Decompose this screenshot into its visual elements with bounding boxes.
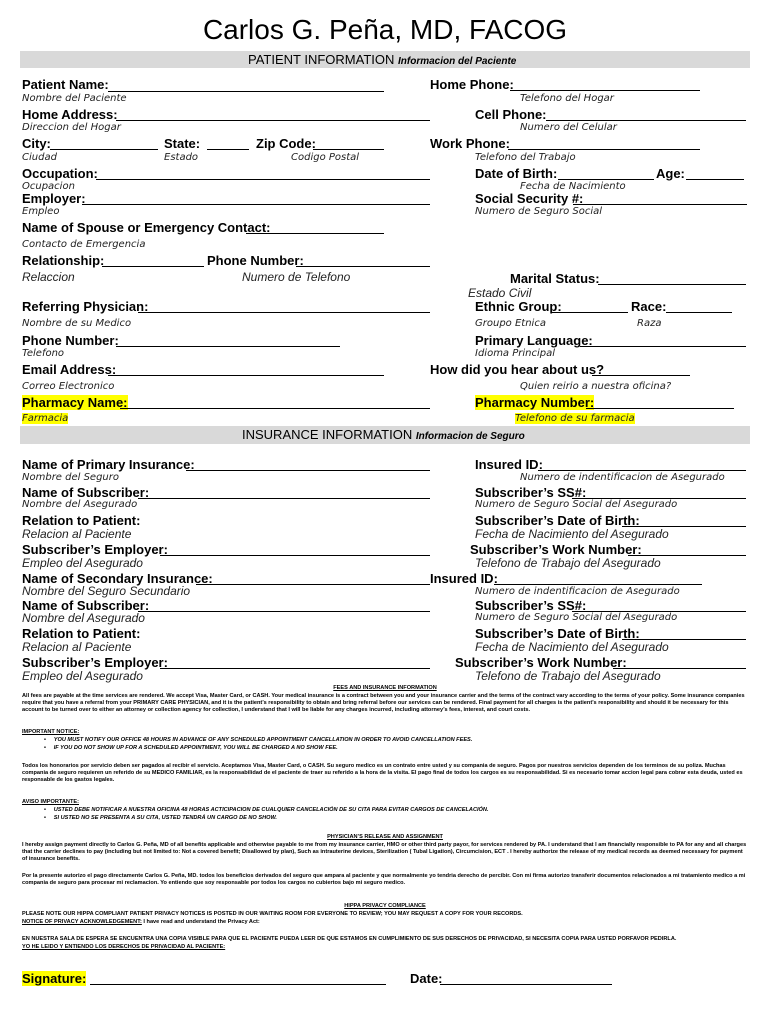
language-label: Primary Language:: [475, 333, 593, 348]
email-field[interactable]: [108, 375, 384, 376]
notice-bullet-1: • YOU MUST NOTIFY OUR OFFICE 48 HOURS IN ADVANCE OF ANY SCHEDULED APPOINTMENT CANCELLATION IN ORDER TO AVOID CANCELLATION FEES.: [44, 737, 473, 743]
sub-dob-es: Fecha de Nacimiento del Asegurado: [475, 527, 669, 541]
home-phone-es: Telefono del Hogar: [520, 93, 614, 104]
language-es: Idioma Principal: [475, 348, 556, 359]
spouse-field[interactable]: [246, 233, 384, 234]
ethnic-label: Ethnic Group:: [475, 299, 562, 314]
secondary-insurance-label: Name of Secondary Insurance:: [22, 571, 213, 586]
race-field[interactable]: [666, 312, 732, 313]
zip-field[interactable]: [313, 149, 384, 150]
sub-employer2-es: Empleo del Asegurado: [22, 669, 143, 683]
state-field[interactable]: [207, 149, 249, 150]
signature-field[interactable]: [90, 984, 386, 985]
patient-section-header: [20, 51, 750, 68]
secondary-insurance-field[interactable]: [196, 584, 430, 585]
pharmacy-name-label: Pharmacy Name:: [22, 395, 128, 410]
employer-es: Empleo: [22, 206, 60, 217]
insured-id-field[interactable]: [538, 470, 746, 471]
patient-name-es: Nombre del Paciente: [22, 93, 127, 104]
ethnic-es: Groupo Etnica: [475, 318, 546, 329]
ssn-field[interactable]: [573, 204, 747, 205]
sub-ssn-es: Numero de Seguro Social del Asegurado: [475, 499, 678, 510]
sub-work2-es: Telefono de Trabajo del Asegurado: [475, 669, 661, 683]
race-es: Raza: [637, 318, 662, 329]
phone2-label: Phone Number:: [22, 333, 119, 348]
insured-id2-field[interactable]: [494, 584, 702, 585]
relationship-label: Relationship:: [22, 253, 105, 268]
work-phone-label: Work Phone:: [430, 136, 510, 151]
insured-id2-label: Insured ID:: [430, 571, 498, 586]
relation-es: Relacion al Paciente: [22, 527, 132, 541]
work-phone-field[interactable]: [508, 149, 700, 150]
aviso-bullet-1: • USTED DEBE NOTIFICAR A NUESTRA OFICINA 48 HORAS ACTICIPACION DE CUALQUIER CANCELACIÓN DE SU CITA PARA EVITAR CARGOS DE CANCELACIÓN.: [44, 807, 489, 813]
sub-ssn2-label: Subscriber’s SS#:: [475, 598, 587, 613]
sub-employer-field[interactable]: [160, 555, 430, 556]
state-es: Estado: [164, 152, 199, 163]
sub-dob-label: Subscriber’s Date of Birth:: [475, 513, 640, 528]
subscriber-es: Nombre del Asegurado: [22, 499, 138, 510]
zip-es: Codigo Postal: [291, 152, 360, 163]
important-notice: IMPORTANT NOTICE:: [22, 729, 80, 735]
age-label: Age:: [656, 166, 685, 181]
marital-field[interactable]: [598, 284, 746, 285]
heard-es: Quien reirio a nuestra oficina?: [520, 381, 672, 392]
home-phone-field[interactable]: [510, 90, 700, 91]
sub-work-es: Telefono de Trabajo del Asegurado: [475, 556, 661, 570]
pharmacy-number-label: Pharmacy Number:: [475, 395, 595, 410]
dob-label: Date of Birth:: [475, 166, 558, 181]
occupation-field[interactable]: [96, 179, 430, 180]
patient-name-label: Patient Name:: [22, 77, 109, 92]
release-heading: PHYSICIAN’S RELEASE AND ASSIGNMENT: [327, 834, 443, 840]
age-field[interactable]: [686, 179, 744, 180]
home-address-es: Direccion del Hogar: [22, 122, 121, 133]
sub-work2-label: Subscriber’s Work Number:: [455, 655, 627, 670]
referring-label: Referring Physician:: [22, 299, 149, 314]
insurance-section-header: [20, 426, 750, 444]
aviso-importante: AVISO IMPORTANTE:: [22, 799, 79, 805]
marital-label: Marital Status:: [510, 271, 600, 286]
insurance-section-title-es: Informacion de Seguro: [415, 431, 525, 442]
insurance-section-title: INSURANCE INFORMATION: [242, 427, 413, 442]
sub-employer2-label: Subscriber’s Employer:: [22, 655, 168, 670]
dob-es: Fecha de Nacimiento: [520, 181, 626, 192]
insured-id-es: Numero de indentificacion de Asegurado: [520, 472, 725, 483]
fees-paragraph: All fees are payable at the time services are rendered. We accept Visa, Master Card, or CASH. Your medical insurance is a contract between you and your insurance carrier and the terms of the contract vary according to the terms of your policy. Some insurance companies require that you have a referral from your PRIMARY CARE PHYSICIAN, and it is the patient’s responsibility to obtain and bring referral before our services can be rendered. Final payment for all charges is the patient’s responsibility and should it be necessary for this account to be turned over to either an attorney or collection agency for collection, I understand that I will be liable for any charges incurred, including attorney’s fees, interest, and court costs.: [22, 693, 745, 714]
pharmacy-number-field[interactable]: [586, 408, 734, 409]
city-field[interactable]: [50, 149, 158, 150]
release-paragraph-es: Por la presente autorizo el pago directamente Carlos G. Peña, MD. todos los beneficios derivados del seguro que ampara al paciente y que normalmente yo tendria derecho de percibir. Con mi firma autorizo transferir documentos relacionados a mi tratamiento medico a mi compania de seguro para procesar mi reclamacion. Yo entiendo que soy responsable por todos los cargos no cubiertos bajo mi seguro medico.: [22, 873, 746, 887]
heard-label: How did you hear about us?: [430, 362, 605, 377]
relationship-field[interactable]: [102, 266, 204, 267]
fees-paragraph-es: Todos los honorarios por servicio deben ser pagados al recibir el servicio. Aceptamos Visa, Master Card, o CASH. Su seguro medico es un contrato entre usted y su compania de seguro. Pagos por nuestros servicios dependen de los terminos de su poliza. Muchas compania de seguro requieren un referido de su MEDICO FAMILIAR, es la responsabilidad de el paciente de traer su referido a la hora de la visita. El pago final de todos los cargos es su responsabilidad. Si es necesario tomar accion legal para cobrar esta deuda, usted es responsable de los gastos legales.: [22, 763, 743, 784]
sub-ssn-label: Subscriber’s SS#:: [475, 485, 587, 500]
phone-number-label: Phone Number:: [207, 253, 304, 268]
page-title: Carlos G. Peña, MD, FACOG: [202, 14, 568, 45]
patient-name-field[interactable]: [108, 91, 384, 92]
cell-phone-label: Cell Phone:: [475, 107, 547, 122]
date-field[interactable]: [440, 984, 612, 985]
race-label: Race:: [631, 299, 667, 314]
hippa-heading: HIPPA PRIVACY COMPLIANCE: [344, 903, 426, 909]
phone2-field[interactable]: [116, 346, 340, 347]
date-label: Date:: [410, 971, 443, 986]
primary-insurance-es: Nombre del Seguro: [22, 472, 120, 483]
subscriber-label: Name of Subscriber:: [22, 485, 150, 500]
pharmacy-name-es: Farmacia: [22, 413, 69, 424]
phone-number-es: Numero de Telefono: [242, 270, 351, 284]
relationship-es: Relaccion: [22, 270, 75, 284]
phone-number-field[interactable]: [296, 266, 430, 267]
home-address-field[interactable]: [116, 120, 430, 121]
cell-phone-es: Numero del Celular: [520, 122, 617, 133]
spouse-label: Name of Spouse or Emergency Contact:: [22, 220, 271, 235]
cell-phone-field[interactable]: [546, 120, 746, 121]
pharmacy-name-field[interactable]: [120, 408, 430, 409]
subscriber2-field[interactable]: [138, 611, 430, 612]
sub-work-label: Subscriber’s Work Number:: [470, 542, 642, 557]
ssn-label: Social Security #:: [475, 191, 584, 206]
sub-dob2-label: Subscriber’s Date of Birth:: [475, 626, 640, 641]
employer-field[interactable]: [82, 204, 430, 205]
secondary-insurance-es: Nombre del Seguro Secundario: [22, 584, 191, 598]
pharmacy-number-es: Telefono de su farmacia: [515, 413, 635, 424]
occupation-es: Ocupacion: [22, 181, 75, 192]
insured-id2-es: Numero de indentificacion de Asegurado: [475, 586, 680, 597]
occupation-label: Occupation:: [22, 166, 98, 181]
city-es: Ciudad: [22, 152, 57, 163]
signature-label: Signature:: [22, 971, 87, 986]
marital-es: Estado Civil: [468, 286, 532, 300]
subscriber2-es: Nombre del Asegurado: [22, 611, 145, 625]
spouse-es: Contacto de Emergencia: [22, 239, 146, 250]
hippa-paragraph: PLEASE NOTE OUR HIPPA COMPLIANT PATIENT PRIVACY NOTICES IS POSTED IN OUR WAITING ROOM FOR EVERYONE TO REVIEW; YOU MAY REQUEST A COPY FOR YOUR RECORDS.: [22, 911, 523, 917]
aviso-bullet-2: • SI USTED NO SE PRESENTA A SU CITA, USTED TENDRÁ UN CARGO DE NO SHOW.: [44, 815, 277, 821]
subscriber-field[interactable]: [138, 498, 430, 499]
primary-insurance-field[interactable]: [186, 470, 430, 471]
home-address-label: Home Address:: [22, 107, 118, 122]
hippa-paragraph-es: EN NUESTRA SALA DE ESPERA SE ENCUENTRA UNA COPIA VISIBLE PARA QUE EL PACIENTE PUEDA LEER DE QUE ESTAMOS EN CUMPLIMIENTO DE SUS DERECHOS DE PRIVACIDAD, SI NECESITA COPIA PARA USTED PORFAVOR PEDIRLA.: [22, 936, 677, 942]
work-phone-es: Telefono del Trabajo: [475, 152, 576, 163]
email-label: Email Address:: [22, 362, 117, 377]
relation2-es: Relacion al Paciente: [22, 640, 132, 654]
relation2-label: Relation to Patient:: [22, 626, 141, 641]
primary-insurance-label: Name of Primary Insurance:: [22, 457, 195, 472]
relation-label: Relation to Patient:: [22, 513, 141, 528]
zip-label: Zip Code:: [256, 136, 316, 151]
insured-id-label: Insured ID:: [475, 457, 543, 472]
referring-es: Nombre de su Medico: [22, 318, 132, 329]
notice-bullet-2: • IF YOU DO NOT SHOW UP FOR A SCHEDULED APPOINTMENT, YOU WILL BE CHARGED A NO SHOW FEE.: [44, 745, 338, 751]
ssn-es: Numero de Seguro Social: [475, 206, 603, 217]
sub-ssn2-es: Numero de Seguro Social del Asegurado: [475, 612, 678, 623]
sub-employer2-field[interactable]: [160, 668, 430, 669]
hippa-ack: NOTICE OF PRIVACY ACKNOWLEDGEMENT: I have read and understand the Privacy Act:: [22, 919, 260, 925]
release-paragraph: I hereby assign payment directly to Carlos G. Peña, MD of all benefits applicable and otherwise payable to me from my insurance carrier, HMO or other third party payor, for services rendered by PA. I understand that I am financially responsible to PA for any and all charges that the carrier declines to pay (including but not limited to: Not a covered benefit; Disallowed by plan), Such as intrauterine devices, Sterilization ( Tubal Ligation), Circumcision, ECT . I hereby authorize the release of my medical records as deemed necessary for payment of insurance benefits.: [22, 842, 747, 863]
referring-field[interactable]: [138, 312, 430, 313]
fees-heading: FEES AND INSURANCE INFORMATION: [333, 685, 437, 691]
dob-field[interactable]: [558, 179, 654, 180]
language-field[interactable]: [580, 346, 746, 347]
sub-dob2-es: Fecha de Nacimiento del Asegurado: [475, 640, 669, 654]
subscriber2-label: Name of Subscriber:: [22, 598, 150, 613]
email-es: Correo Electronico: [22, 381, 115, 392]
state-label: State:: [164, 136, 201, 151]
employer-label: Employer:: [22, 191, 86, 206]
sub-employer-es: Empleo del Asegurado: [22, 556, 143, 570]
heard-field[interactable]: [592, 375, 690, 376]
patient-section-title-es: Informacion del Paciente: [398, 56, 517, 67]
patient-section-title: PATIENT INFORMATION: [248, 52, 395, 67]
phone2-es: Telefono: [22, 348, 65, 359]
city-label: City:: [22, 136, 51, 151]
home-phone-label: Home Phone:: [430, 77, 514, 92]
hippa-ack-es: YO HE LEIDO Y ENTIENDO LOS DERECHOS DE PRIVACIDAD AL PACIENTE:: [22, 944, 226, 950]
ethnic-field[interactable]: [552, 312, 628, 313]
sub-employer-label: Subscriber’s Employer:: [22, 542, 168, 557]
